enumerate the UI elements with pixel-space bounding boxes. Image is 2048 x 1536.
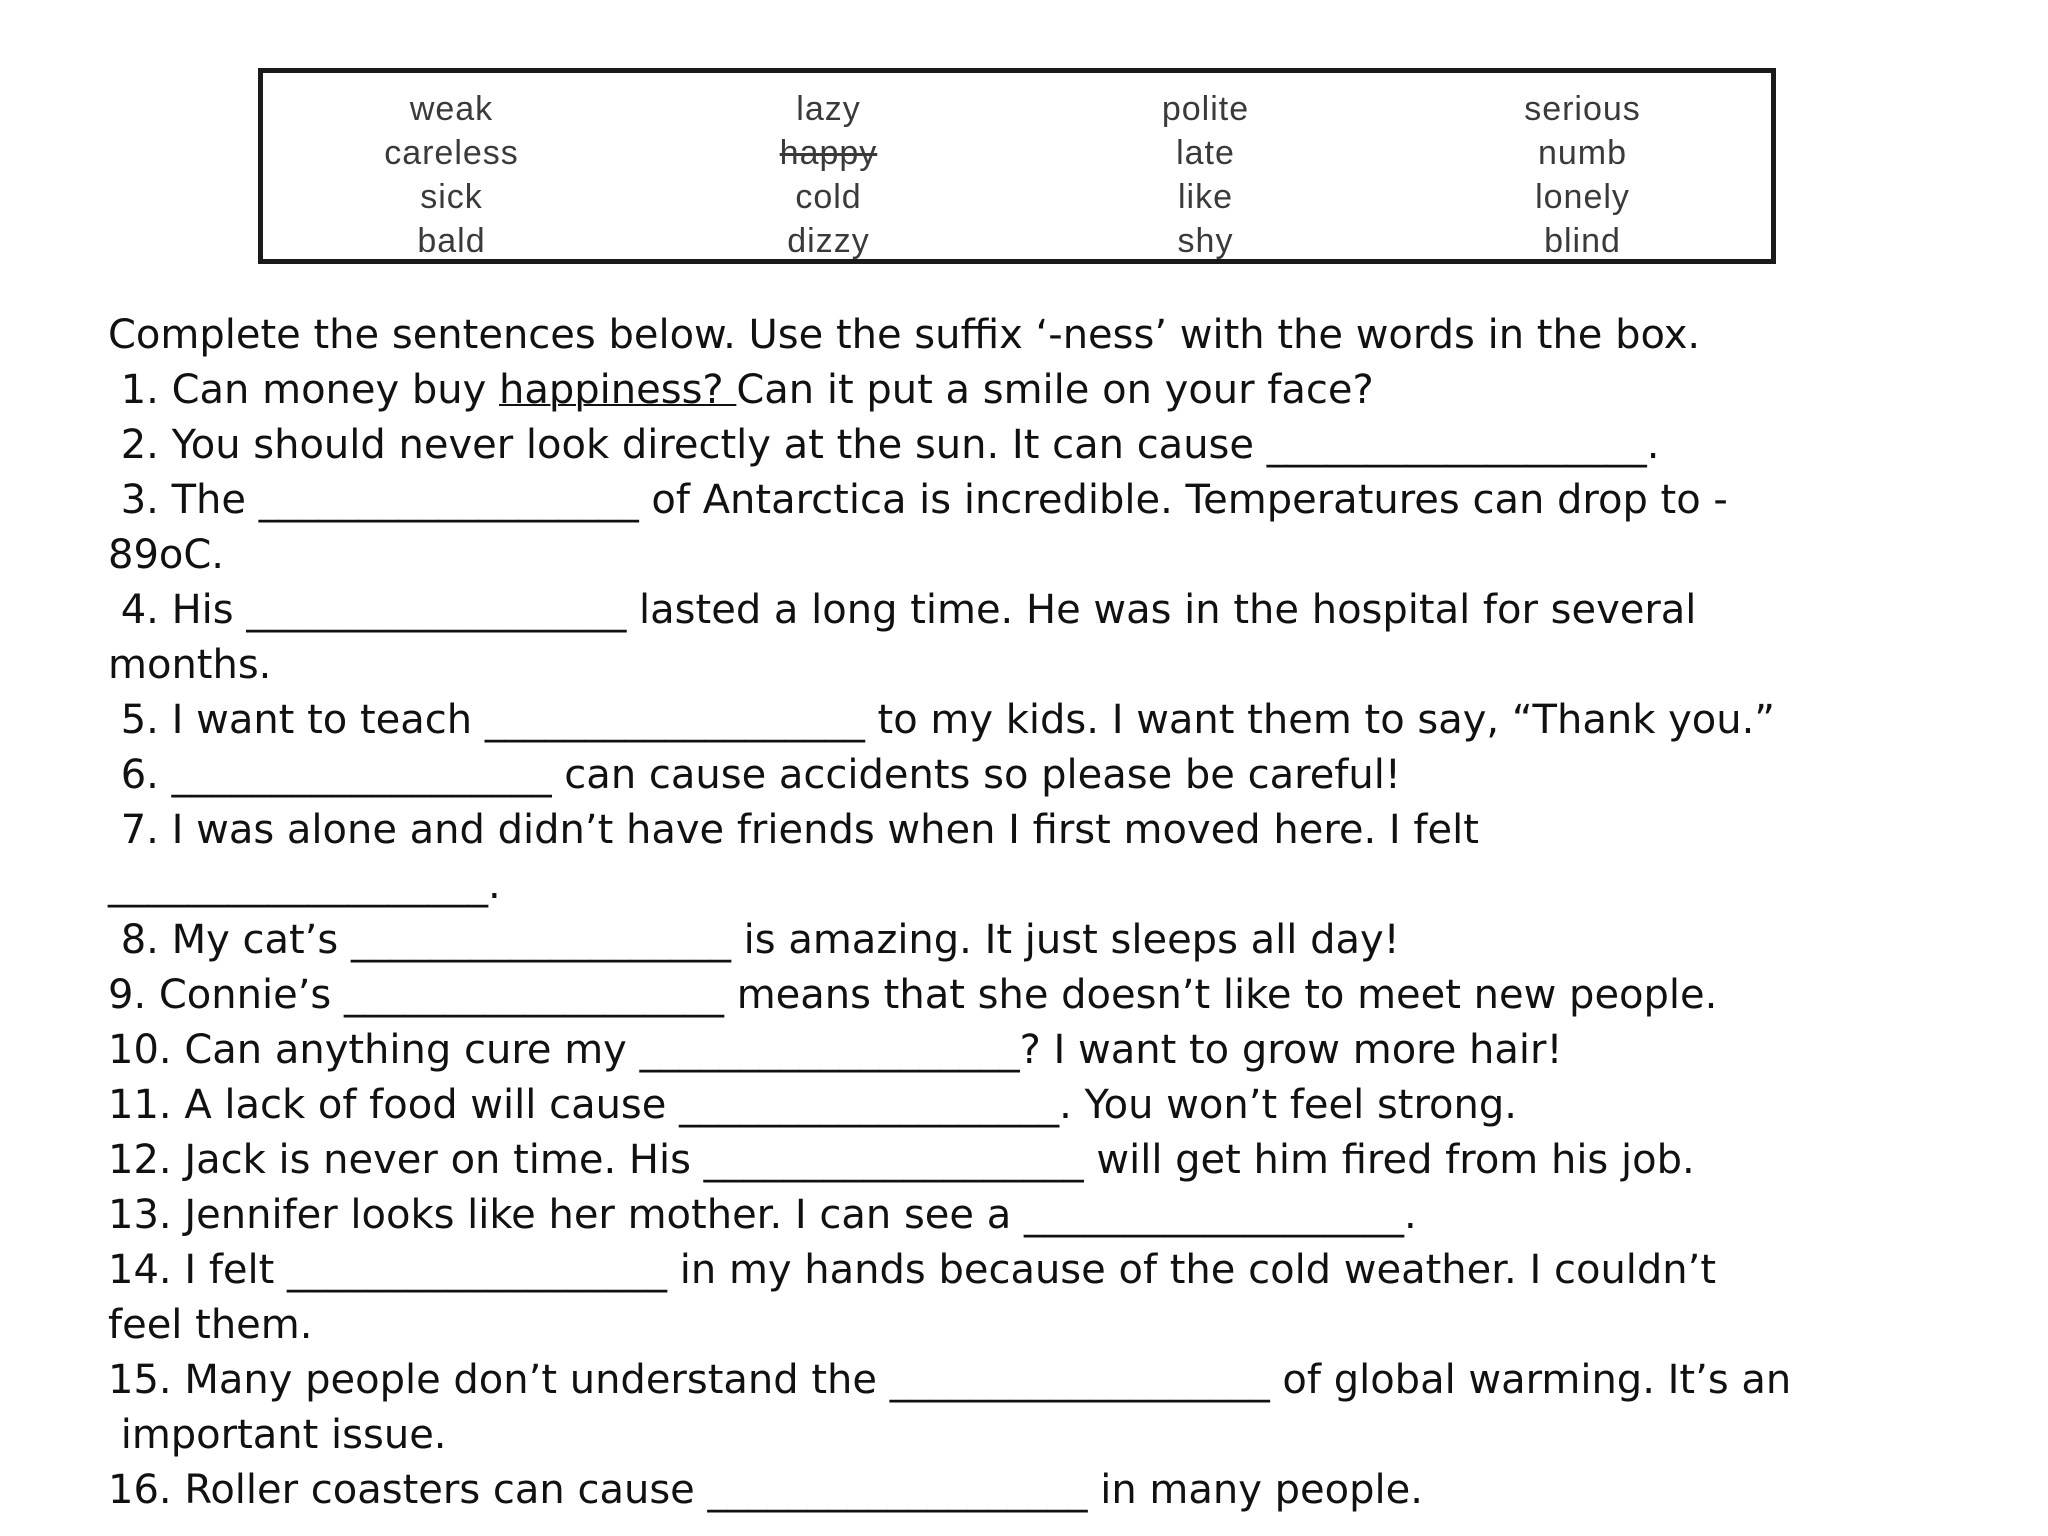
question-line: 8. My cat’s ___________________ is amazing. It just sleeps all day! [108,917,1400,963]
question-line: 15. Many people don’t understand the ___________________ of global warming. It’s an [108,1357,1792,1403]
word-item: late [1176,134,1235,172]
question-line: important issue. [108,1412,447,1458]
question-line: 14. I felt ___________________ in my hands because of the cold weather. I couldn’t [108,1247,1717,1293]
word-item: careless [384,134,519,172]
question-line: 5. I want to teach ___________________ to my kids. I want them to say, “Thank you.” [108,697,1776,743]
question-line: ___________________. [108,862,501,908]
word-item: shy [1177,222,1234,260]
word-item: cold [795,178,862,216]
question-1-suffix: Can it put a smile on your face? [736,367,1374,413]
word-item: numb [1537,134,1628,172]
question-line: months. [108,642,272,688]
word-box [258,68,1776,264]
question-1-prefix: 1. Can money buy [108,367,500,413]
question-line: 10. Can anything cure my ___________________? I want to grow more hair! [108,1027,1563,1073]
question-line: 11. A lack of food will cause ___________________. You won’t feel strong. [108,1082,1517,1128]
question-line: 12. Jack is never on time. His ___________________ will get him fired from his job. [108,1137,1695,1183]
word-item: serious [1524,90,1641,128]
question-line: 2. You should never look directly at the sun. It can cause ___________________. [108,422,1660,468]
word-item: like [1177,178,1234,216]
word-item: weak [409,90,494,128]
worksheet-text [108,308,2008,1518]
question-line: 6. ___________________ can cause accidents so please be careful! [108,752,1401,798]
word-item: dizzy [787,222,870,260]
example-answer: happiness? [499,367,737,413]
question-line: 3. The ___________________ of Antarctica is incredible. Temperatures can drop to - [108,477,1728,523]
question-line: 4. His ___________________ lasted a long time. He was in the hospital for several [108,587,1697,633]
word-item: lazy [796,90,861,128]
question-line: 13. Jennifer looks like her mother. I can see a ___________________. [108,1192,1417,1238]
question-line: 16. Roller coasters can cause ___________________ in many people. [108,1467,1423,1513]
question-line: 89oC. [108,532,225,578]
question-1 [108,363,2008,418]
question-line: feel them. [108,1302,313,1348]
word-item: polite [1161,90,1250,128]
question-line: 9. Connie’s ___________________ means that she doesn’t like to meet new people. [108,972,1718,1018]
word-item: bald [417,222,486,260]
instructions: Complete the sentences below. Use the suffix ‘-ness’ with the words in the box. [108,312,1701,358]
word-item: lonely [1535,178,1630,216]
word-item-crossed-out: happy [779,134,878,172]
word-item: sick [420,178,483,216]
question-line: 7. I was alone and didn’t have friends when I first moved here. I felt [108,807,1479,853]
word-item: blind [1544,222,1621,260]
